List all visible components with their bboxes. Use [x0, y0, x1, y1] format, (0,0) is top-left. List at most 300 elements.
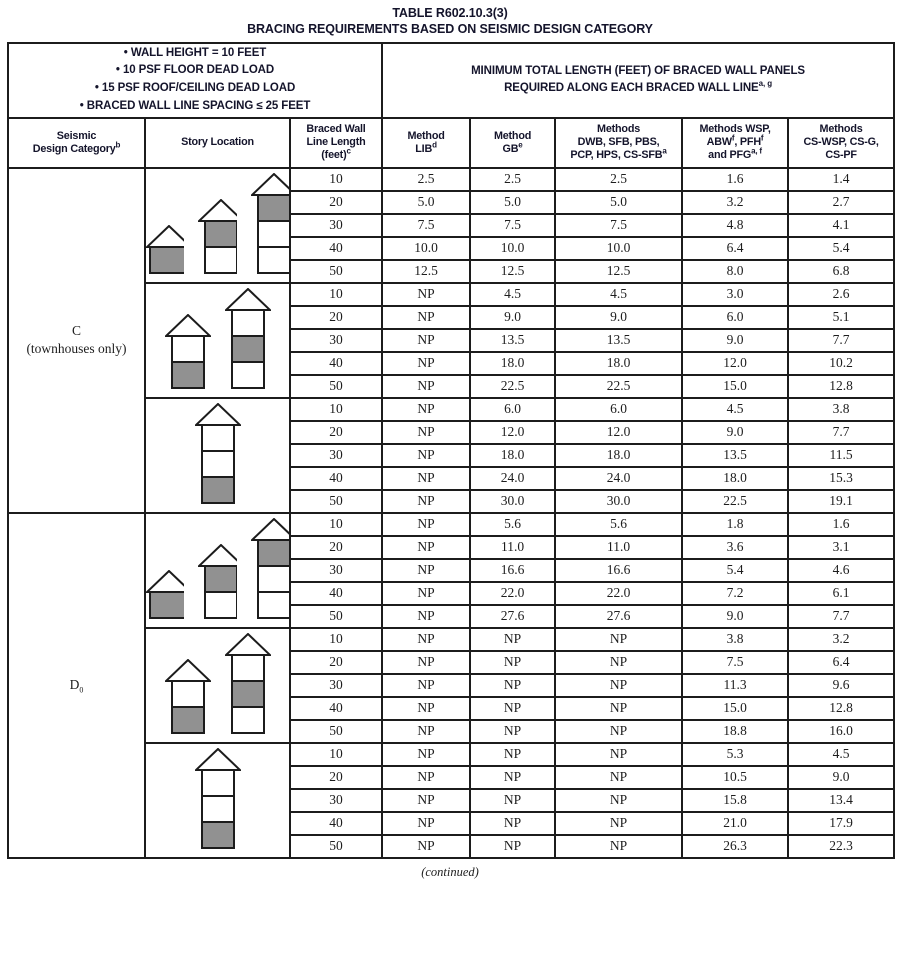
- roof-icon: [199, 545, 236, 566]
- data-row: [8, 168, 894, 191]
- story-location-cell: [145, 398, 290, 513]
- min-length-value-cell: 9.0: [788, 766, 894, 789]
- min-length-value-cell: 9.0: [682, 605, 788, 628]
- roof-icon: [199, 200, 236, 221]
- min-length-value-cell: 18.0: [555, 444, 682, 467]
- design-criteria-cell: [8, 43, 382, 118]
- superscript-note: f: [731, 133, 735, 143]
- col-header-seismic-design-category: [8, 118, 145, 168]
- min-length-value-cell: 3.8: [788, 398, 894, 421]
- min-length-value-cell: 5.4: [682, 559, 788, 582]
- min-length-value-cell: 11.0: [470, 536, 555, 559]
- braced-wall-length-cell: 20: [290, 191, 382, 214]
- text-segment: Methods WSP,: [699, 122, 771, 135]
- house-icon-1-story: [146, 570, 184, 620]
- min-length-value-cell: NP: [382, 651, 470, 674]
- shaded-story-box: [172, 362, 204, 388]
- min-length-value-cell: 16.0: [788, 720, 894, 743]
- min-length-value-cell: NP: [382, 467, 470, 490]
- braced-wall-length-cell: 30: [290, 789, 382, 812]
- col-header-method-gb: [470, 118, 555, 168]
- min-length-value-cell: 1.6: [682, 168, 788, 191]
- min-length-value-cell: 27.6: [555, 605, 682, 628]
- text-segment: Design Category: [32, 142, 116, 155]
- col-header-methods-cs-wsp-cs-g-cs-pf: [788, 118, 894, 168]
- conditions-row: [8, 43, 894, 118]
- text-line: [472, 130, 553, 143]
- roof-icon: [252, 519, 289, 540]
- house-icons: [146, 403, 289, 505]
- min-length-value-cell: 12.5: [470, 260, 555, 283]
- text-line: [557, 146, 680, 162]
- min-length-value-cell: NP: [470, 835, 555, 858]
- min-length-value-cell: 7.7: [788, 605, 894, 628]
- min-length-value-cell: NP: [470, 697, 555, 720]
- min-length-value-cell: 18.0: [470, 444, 555, 467]
- superscript-note: e: [518, 140, 523, 150]
- text-line: [10, 676, 143, 694]
- min-length-value-cell: 4.5: [555, 283, 682, 306]
- house-icons: [146, 633, 289, 735]
- min-length-value-cell: 5.6: [470, 513, 555, 536]
- min-length-value-cell: NP: [555, 674, 682, 697]
- min-length-value-cell: 15.8: [682, 789, 788, 812]
- min-length-value-cell: NP: [555, 697, 682, 720]
- text-segment: C: [71, 323, 81, 339]
- house-icon-3-story: [225, 288, 271, 390]
- text-line: [790, 149, 892, 162]
- min-length-value-cell: 10.0: [382, 237, 470, 260]
- shaded-story-box: [258, 195, 289, 221]
- story-box: [172, 336, 204, 362]
- min-length-value-cell: 5.0: [470, 191, 555, 214]
- braced-wall-length-cell: 50: [290, 835, 382, 858]
- min-length-value-cell: 26.3: [682, 835, 788, 858]
- min-length-value-cell: 2.5: [555, 168, 682, 191]
- min-length-value-cell: 22.0: [470, 582, 555, 605]
- min-length-value-cell: 3.0: [682, 283, 788, 306]
- min-length-value-cell: 9.6: [788, 674, 894, 697]
- story-box: [258, 566, 289, 592]
- min-length-value-cell: 5.1: [788, 306, 894, 329]
- min-length-value-cell: 4.5: [788, 743, 894, 766]
- criteria-line: • 15 PSF ROOF/CEILING DEAD LOAD: [94, 82, 296, 95]
- min-length-value-cell: 9.0: [682, 329, 788, 352]
- min-length-value-cell: 22.5: [470, 375, 555, 398]
- min-length-value-cell: 18.8: [682, 720, 788, 743]
- story-location-cell: [145, 513, 290, 628]
- text-segment: Methods: [819, 122, 863, 135]
- min-length-value-cell: 3.6: [682, 536, 788, 559]
- span-header-line1: MINIMUM TOTAL LENGTH (FEET) OF BRACED WALL PANELS: [471, 64, 805, 77]
- roof-icon: [147, 571, 184, 592]
- min-length-value-cell: NP: [382, 674, 470, 697]
- table-heading: BRACING REQUIREMENTS BASED ON SEISMIC DESIGN CATEGORY: [247, 22, 653, 37]
- braced-wall-length-cell: 50: [290, 260, 382, 283]
- min-length-value-cell: NP: [555, 743, 682, 766]
- min-length-value-cell: 22.0: [555, 582, 682, 605]
- story-box: [258, 221, 289, 247]
- braced-wall-length-cell: 10: [290, 168, 382, 191]
- min-length-value-cell: 2.7: [788, 191, 894, 214]
- min-length-value-cell: NP: [382, 582, 470, 605]
- min-length-value-cell: 4.5: [470, 283, 555, 306]
- story-box: [232, 310, 264, 336]
- min-length-value-cell: 6.4: [788, 651, 894, 674]
- min-length-value-cell: 30.0: [470, 490, 555, 513]
- min-length-value-cell: 18.0: [470, 352, 555, 375]
- min-length-value-cell: NP: [382, 605, 470, 628]
- min-length-value-cell: NP: [382, 283, 470, 306]
- min-length-value-cell: 7.7: [788, 329, 894, 352]
- column-header-row: [8, 118, 894, 168]
- min-length-value-cell: NP: [555, 628, 682, 651]
- min-length-value-cell: 3.8: [682, 628, 788, 651]
- braced-wall-length-cell: 20: [290, 421, 382, 444]
- story-box: [202, 770, 234, 796]
- min-length-value-cell: 12.8: [788, 697, 894, 720]
- min-length-value-cell: 11.0: [555, 536, 682, 559]
- roof-icon: [226, 289, 270, 310]
- min-length-value-cell: NP: [382, 789, 470, 812]
- min-length-value-cell: 6.8: [788, 260, 894, 283]
- min-length-value-cell: 18.0: [682, 467, 788, 490]
- house-icons: [146, 518, 289, 620]
- roof-icon: [196, 749, 240, 770]
- text-segment: , PFH: [734, 136, 761, 149]
- min-length-value-cell: 12.0: [682, 352, 788, 375]
- min-length-value-cell: 12.5: [382, 260, 470, 283]
- house-icons: [146, 288, 289, 390]
- min-length-value-cell: 10.0: [555, 237, 682, 260]
- min-length-value-cell: 3.2: [682, 191, 788, 214]
- shaded-story-box: [172, 707, 204, 733]
- text-line: [292, 123, 380, 136]
- min-length-value-cell: 10.2: [788, 352, 894, 375]
- min-length-value-cell: NP: [382, 812, 470, 835]
- house-icon-3-story: [195, 748, 241, 850]
- text-line: [557, 123, 680, 136]
- braced-wall-length-cell: 40: [290, 812, 382, 835]
- min-length-value-cell: 5.6: [555, 513, 682, 536]
- text-segment: LIB: [415, 142, 433, 155]
- min-length-value-cell: NP: [470, 743, 555, 766]
- min-length-value-cell: 5.0: [555, 191, 682, 214]
- roof-icon: [147, 226, 184, 247]
- text-line: [147, 136, 288, 149]
- text-segment: D: [69, 677, 80, 693]
- min-length-value-cell: 7.5: [555, 214, 682, 237]
- house-icon-2-story: [165, 314, 211, 390]
- table-body: [8, 43, 894, 858]
- min-length-value-cell: 8.0: [682, 260, 788, 283]
- min-length-value-cell: 12.0: [555, 421, 682, 444]
- min-length-value-cell: 2.5: [470, 168, 555, 191]
- superscript-note: c: [346, 146, 351, 156]
- braced-wall-length-cell: 30: [290, 444, 382, 467]
- min-length-value-cell: 10.0: [470, 237, 555, 260]
- min-length-value-cell: NP: [382, 490, 470, 513]
- min-length-value-cell: NP: [382, 697, 470, 720]
- roof-icon: [166, 315, 210, 336]
- min-length-value-cell: NP: [470, 720, 555, 743]
- min-length-value-cell: NP: [555, 766, 682, 789]
- col-header-method-lib: [382, 118, 470, 168]
- roof-icon: [252, 174, 289, 195]
- criteria-line: • BRACED WALL LINE SPACING ≤ 25 FEET: [79, 99, 311, 112]
- min-length-value-cell: NP: [470, 812, 555, 835]
- min-length-value-cell: 12.5: [555, 260, 682, 283]
- seismic-category-cell: [8, 513, 145, 858]
- col-header-methods-wsp-abw-pfh-pfg: [682, 118, 788, 168]
- text-line: [472, 140, 553, 156]
- min-length-value-cell: 9.0: [682, 421, 788, 444]
- min-length-value-cell: 4.8: [682, 214, 788, 237]
- braced-wall-length-cell: 30: [290, 329, 382, 352]
- seismic-category-cell: [8, 168, 145, 513]
- text-segment: CS-WSP, CS-G,: [803, 136, 879, 149]
- min-length-value-cell: 13.5: [470, 329, 555, 352]
- braced-wall-length-cell: 40: [290, 237, 382, 260]
- min-length-value-cell: NP: [555, 835, 682, 858]
- min-length-value-cell: NP: [382, 628, 470, 651]
- text-segment: ABW: [706, 136, 732, 149]
- text-line: [790, 123, 892, 136]
- min-length-value-cell: NP: [470, 789, 555, 812]
- braced-wall-length-cell: 10: [290, 283, 382, 306]
- span-header-line2: REQUIRED ALONG EACH BRACED WALL LINE$^{a, g}$: [504, 79, 772, 95]
- min-length-value-cell: 5.3: [682, 743, 788, 766]
- min-length-value-cell: 11.3: [682, 674, 788, 697]
- min-length-value-cell: NP: [470, 628, 555, 651]
- story-box: [205, 247, 236, 273]
- min-length-value-cell: 2.5: [382, 168, 470, 191]
- min-length-value-cell: 1.6: [788, 513, 894, 536]
- roof-icon: [166, 660, 210, 681]
- superscript-note: a, g: [758, 79, 772, 89]
- house-icon-3-story: [251, 518, 289, 620]
- min-length-value-cell: 17.9: [788, 812, 894, 835]
- text-line: [384, 130, 468, 143]
- min-length-value-cell: NP: [382, 536, 470, 559]
- min-length-value-cell: NP: [382, 444, 470, 467]
- story-location-cell: [145, 743, 290, 858]
- min-length-value-cell: 3.1: [788, 536, 894, 559]
- text-line: [684, 133, 786, 149]
- min-length-value-cell: NP: [470, 674, 555, 697]
- min-length-value-cell: 6.1: [788, 582, 894, 605]
- braced-wall-length-cell: 10: [290, 398, 382, 421]
- min-length-value-cell: 11.5: [788, 444, 894, 467]
- min-length-value-cell: 22.3: [788, 835, 894, 858]
- min-length-value-cell: 7.2: [682, 582, 788, 605]
- min-length-value-cell: 4.1: [788, 214, 894, 237]
- text-segment: Braced Wall: [306, 122, 366, 135]
- min-length-value-cell: NP: [382, 306, 470, 329]
- story-box: [202, 451, 234, 477]
- superscript-note: f: [760, 133, 764, 143]
- min-length-value-cell: 2.6: [788, 283, 894, 306]
- min-length-value-cell: NP: [470, 651, 555, 674]
- min-length-value-cell: 6.4: [682, 237, 788, 260]
- superscript-note: a, f: [751, 146, 762, 156]
- min-length-value-cell: 19.1: [788, 490, 894, 513]
- min-length-value-cell: 24.0: [555, 467, 682, 490]
- text-line: [684, 146, 786, 162]
- story-location-cell: [145, 628, 290, 743]
- min-total-length-header-cell: [382, 43, 894, 118]
- min-length-value-cell: 12.0: [470, 421, 555, 444]
- shaded-story-box: [150, 592, 184, 618]
- house-icons: [146, 748, 289, 850]
- min-length-value-cell: 7.5: [382, 214, 470, 237]
- shaded-story-box: [205, 566, 236, 592]
- min-length-value-cell: 5.0: [382, 191, 470, 214]
- braced-wall-length-cell: 10: [290, 628, 382, 651]
- min-length-value-cell: NP: [382, 398, 470, 421]
- shaded-story-box: [150, 247, 184, 273]
- house-icon-3-story: [225, 633, 271, 735]
- superscript-note: b: [115, 140, 121, 150]
- min-length-value-cell: NP: [382, 421, 470, 444]
- text-segment: Story Location: [181, 136, 254, 149]
- min-length-value-cell: NP: [555, 789, 682, 812]
- braced-wall-length-cell: 30: [290, 674, 382, 697]
- min-length-value-cell: 1.4: [788, 168, 894, 191]
- text-segment: Method: [407, 129, 445, 142]
- min-length-value-cell: 7.5: [470, 214, 555, 237]
- story-box: [258, 247, 289, 273]
- min-length-value-cell: NP: [382, 720, 470, 743]
- min-length-value-cell: NP: [382, 766, 470, 789]
- story-box: [232, 655, 264, 681]
- min-length-value-cell: 9.0: [555, 306, 682, 329]
- braced-wall-length-cell: 10: [290, 513, 382, 536]
- braced-wall-length-cell: 20: [290, 536, 382, 559]
- house-icon-2-story: [198, 544, 236, 620]
- braced-wall-length-cell: 40: [290, 352, 382, 375]
- min-length-value-cell: 10.5: [682, 766, 788, 789]
- min-length-value-cell: 6.0: [555, 398, 682, 421]
- shaded-story-box: [202, 822, 234, 848]
- text-segment: Methods: [597, 122, 641, 135]
- shaded-story-box: [205, 221, 236, 247]
- min-length-value-cell: 5.4: [788, 237, 894, 260]
- data-row: [8, 513, 894, 536]
- text-line: [10, 340, 143, 358]
- text-line: [384, 140, 468, 156]
- braced-wall-length-cell: 40: [290, 697, 382, 720]
- roof-icon: [196, 404, 240, 425]
- superscript-note: a: [662, 146, 667, 156]
- braced-wall-length-cell: 40: [290, 582, 382, 605]
- text-line: [684, 123, 786, 136]
- min-length-value-cell: 4.5: [682, 398, 788, 421]
- min-length-value-cell: NP: [555, 651, 682, 674]
- story-box: [205, 592, 236, 618]
- braced-wall-length-cell: 30: [290, 559, 382, 582]
- min-length-value-cell: 4.6: [788, 559, 894, 582]
- house-icon-2-story: [198, 199, 236, 275]
- text-segment: (feet): [321, 149, 347, 162]
- min-length-value-cell: 6.0: [682, 306, 788, 329]
- text-segment: CS-PF: [825, 149, 857, 162]
- min-length-value-cell: NP: [382, 513, 470, 536]
- story-box: [202, 425, 234, 451]
- roof-icon: [226, 634, 270, 655]
- col-header-methods-dwb-sfb-pbs-pcp-hps-cs-sfb: [555, 118, 682, 168]
- min-length-value-cell: 24.0: [470, 467, 555, 490]
- text-line: [292, 146, 380, 162]
- braced-wall-length-cell: 50: [290, 720, 382, 743]
- text-line: [10, 140, 143, 156]
- braced-wall-length-cell: 20: [290, 306, 382, 329]
- braced-wall-length-cell: 50: [290, 490, 382, 513]
- braced-wall-length-cell: 20: [290, 766, 382, 789]
- min-length-value-cell: 7.7: [788, 421, 894, 444]
- subscript: 0: [79, 685, 84, 695]
- text-segment: GB: [502, 142, 519, 155]
- braced-wall-length-cell: 50: [290, 375, 382, 398]
- continued-note: (continued): [421, 864, 479, 879]
- min-length-value-cell: 9.0: [470, 306, 555, 329]
- story-box: [258, 592, 289, 618]
- house-icon-3-story: [195, 403, 241, 505]
- text-segment: Method: [493, 129, 532, 142]
- min-length-value-cell: 22.5: [682, 490, 788, 513]
- min-length-value-cell: 27.6: [470, 605, 555, 628]
- min-length-value-cell: 21.0: [682, 812, 788, 835]
- min-length-value-cell: 13.5: [555, 329, 682, 352]
- text-segment: Line Length: [306, 136, 366, 149]
- table-title: [7, 5, 893, 38]
- text-line: [10, 322, 143, 340]
- shaded-story-box: [202, 477, 234, 503]
- house-icon-2-story: [165, 659, 211, 735]
- min-length-value-cell: 18.0: [555, 352, 682, 375]
- min-length-value-cell: 13.4: [788, 789, 894, 812]
- table-number: TABLE R602.10.3(3): [392, 6, 508, 20]
- braced-wall-length-cell: 40: [290, 467, 382, 490]
- superscript-note: d: [432, 140, 437, 150]
- min-length-value-cell: 16.6: [470, 559, 555, 582]
- min-length-value-cell: 13.5: [682, 444, 788, 467]
- min-length-value-cell: 1.8: [682, 513, 788, 536]
- house-icons: [146, 173, 289, 275]
- min-length-value-cell: NP: [470, 766, 555, 789]
- min-length-value-cell: NP: [382, 329, 470, 352]
- min-length-value-cell: 15.0: [682, 375, 788, 398]
- story-location-cell: [145, 168, 290, 283]
- story-box: [232, 707, 264, 733]
- text-segment: DWB, SFB, PBS,: [577, 136, 660, 149]
- shaded-story-box: [232, 681, 264, 707]
- story-location-cell: [145, 283, 290, 398]
- min-length-value-cell: NP: [382, 835, 470, 858]
- story-box: [202, 796, 234, 822]
- min-length-value-cell: 12.8: [788, 375, 894, 398]
- min-length-value-cell: NP: [382, 559, 470, 582]
- text-line: [790, 136, 892, 149]
- min-length-value-cell: 22.5: [555, 375, 682, 398]
- house-icon-1-story: [146, 225, 184, 275]
- criteria-line: • WALL HEIGHT = 10 FEET: [123, 46, 267, 59]
- col-header-braced-wall-line-length: [290, 118, 382, 168]
- house-icon-3-story: [251, 173, 289, 275]
- text-line: [10, 130, 143, 143]
- min-length-value-cell: 30.0: [555, 490, 682, 513]
- text-segment: (townhouses only): [26, 341, 127, 357]
